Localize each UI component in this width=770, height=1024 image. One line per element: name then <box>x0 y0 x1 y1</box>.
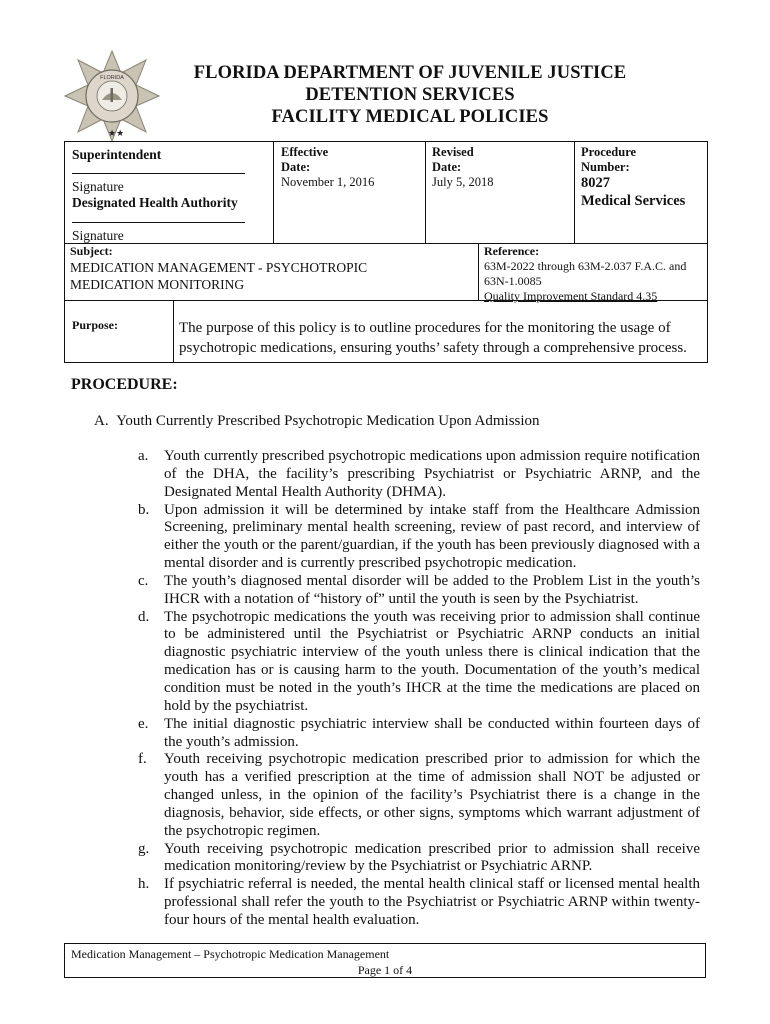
item-marker: d. <box>138 608 150 625</box>
item-text: The initial diagnostic psychiatric interview shall be conducted within fourteen days of the youth’s admission. <box>164 715 700 750</box>
effective-label: Effective <box>281 145 329 159</box>
list-item <box>138 573 700 609</box>
procedure-heading: PROCEDURE: <box>71 376 178 393</box>
divider <box>574 142 575 244</box>
document-title <box>160 62 660 128</box>
svg-text:FLORIDA: FLORIDA <box>100 75 124 81</box>
signature-label-2: Signature <box>72 228 124 243</box>
svg-text:★★: ★★ <box>108 128 125 138</box>
item-text: If psychiatric referral is needed, the mental health clinical staff or licensed mental health professional shall refer the youth to the Psychiatrist or Psychiatric ARNP within twenty-four hours of the mental health evaluation. <box>164 876 700 928</box>
effective-date-label: Date: <box>281 160 311 174</box>
department-seal <box>64 50 160 142</box>
item-marker: h. <box>138 876 150 893</box>
subject-line-1: MEDICATION MANAGEMENT - PSYCHOTROPIC <box>70 260 368 275</box>
procedure-list <box>138 448 700 930</box>
revised-label: Revised <box>432 145 474 159</box>
procedure-name: Medical Services <box>581 193 686 209</box>
footer-title: Medication Management – Psychotropic Medication Management <box>71 947 390 961</box>
item-text: Upon admission it will be determined by intake staff from the Healthcare Admission Screening, preliminary mental health screening, review of past record, and interview of either the youth or the parent/guardian, if the youth has been previously diagnosed with a mental disorder and is currently prescribed psychotropic medication. <box>164 501 700 572</box>
reference-line-1: 63M-2022 through 63M-2.037 F.A.C. and <box>484 259 687 273</box>
item-marker: f. <box>138 751 147 768</box>
section-a-heading: A. Youth Currently Prescribed Psychotropic Medication Upon Admission <box>94 413 540 429</box>
divider <box>273 142 274 244</box>
divider <box>173 300 174 362</box>
purpose-text: The purpose of this policy is to outline procedures for the monitoring the usage of psychotropic medications, ensuring youths’ safety through a comprehensive process. <box>179 320 687 356</box>
list-item <box>138 448 700 502</box>
subject-label: Subject: <box>70 244 113 258</box>
procedure-label: Procedure <box>581 145 637 159</box>
divider <box>65 243 707 244</box>
list-item <box>138 502 700 573</box>
divider <box>425 142 426 244</box>
list-item <box>138 609 700 716</box>
effective-date-value: November 1, 2016 <box>281 175 375 189</box>
list-item <box>138 751 700 840</box>
item-marker: a. <box>138 448 149 464</box>
item-text: Youth receiving psychotropic medication prescribed prior to admission shall receive medication monitoring/review by the Psychiatrist or Psychiatric ARNP. <box>164 840 700 875</box>
item-marker: g. <box>138 840 150 857</box>
superintendent-label: Superintendent <box>72 147 162 162</box>
item-marker: e. <box>138 715 149 732</box>
revised-date-value: July 5, 2018 <box>432 175 494 189</box>
title-line-1: FLORIDA DEPARTMENT OF JUVENILE JUSTICE <box>193 63 627 83</box>
signature-line <box>72 173 245 174</box>
signature-line <box>72 222 245 223</box>
item-marker: c. <box>138 572 149 589</box>
item-text: Youth currently prescribed psychotropic medications upon admission require notification of the DHA, the facility’s prescribing Psychiatrist or Psychiatric ARNP, and the Designated Mental Health Authority (DHMA). <box>164 448 700 500</box>
dha-label: Designated Health Authority <box>72 195 238 210</box>
item-text: The psychotropic medications the youth was receiving prior to admission shall continue to be administered until the Psychiatrist or Psychiatric ARNP conducts an initial diagnostic psychiatric interview of the youth unless there is clinical indication that the medication has or is causing harm to the youth. Documentation of the youth’s medical condition must be noted in the youth’s IHCR at the time the medications are placed on hold by the psychiatrist. <box>164 608 700 714</box>
signature-label-1: Signature <box>72 179 124 194</box>
list-item <box>138 876 700 930</box>
subject-line-2: MEDICATION MONITORING <box>70 277 245 292</box>
page-footer <box>64 943 706 978</box>
item-text: The youth’s diagnosed mental disorder will be added to the Problem List in the youth’s IHCR with a notation of “history of” until the youth is seen by the Psychiatrist. <box>164 572 700 607</box>
item-marker: b. <box>138 501 150 518</box>
item-text: Youth receiving psychotropic medication prescribed prior to admission for which the youth has a verified prescription at the time of admission shall NOT be adjusted or changed unless, in the opinion of the facility’s Psychiatrist there is a change in the diagnosis, behavior, side effects, or other signs, symptoms which warrant adjustment of the psychotropic regimen. <box>164 751 700 839</box>
list-item <box>138 841 700 877</box>
revised-date-label: Date: <box>432 160 462 174</box>
reference-line-2: 63N-1.0085 <box>484 274 542 288</box>
purpose-label: Purpose: <box>72 318 118 332</box>
list-item <box>138 716 700 752</box>
page-number: Page 1 of 4 <box>357 963 413 977</box>
title-line-3: FACILITY MEDICAL POLICIES <box>271 107 549 127</box>
policy-header-table <box>64 141 708 363</box>
title-line-2: DETENTION SERVICES <box>305 85 515 105</box>
divider <box>478 243 479 301</box>
reference-line-3: Quality Improvement Standard 4.35 <box>484 289 658 303</box>
reference-label: Reference: <box>484 244 540 258</box>
procedure-number: 8027 <box>581 175 610 191</box>
procedure-number-label: Number: <box>581 160 630 174</box>
